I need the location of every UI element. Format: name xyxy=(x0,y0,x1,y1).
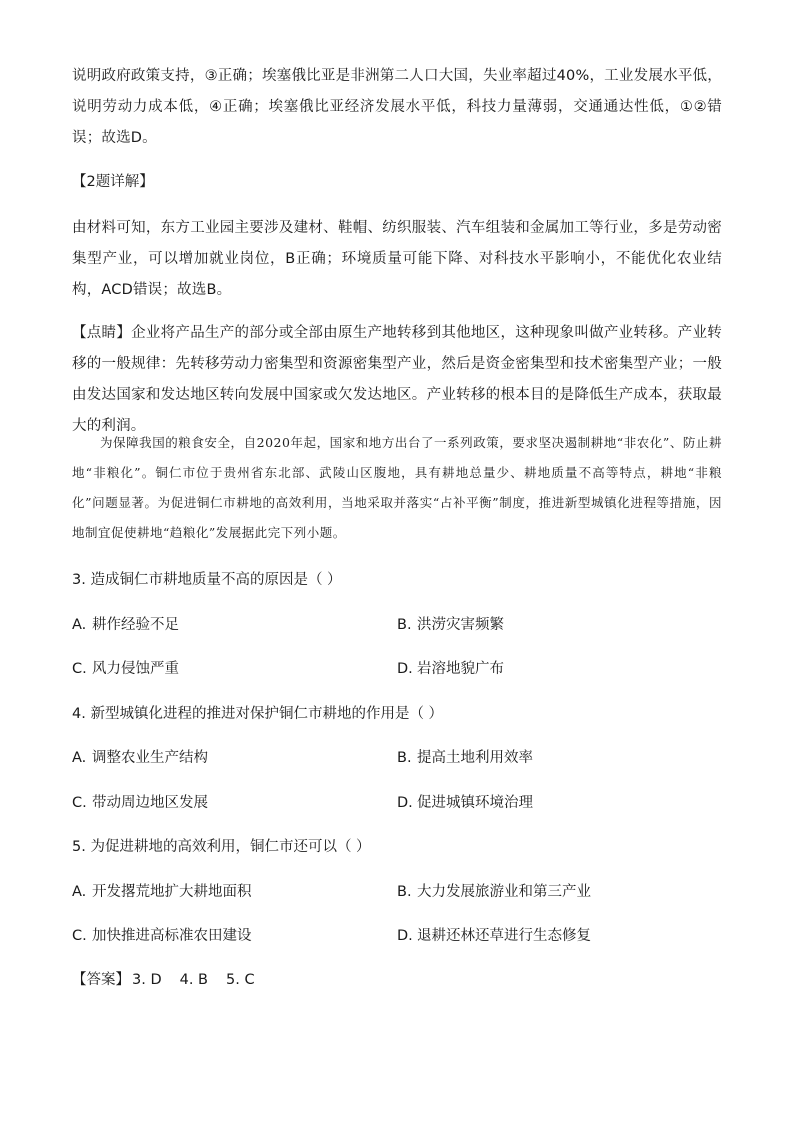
answer-line xyxy=(72,970,273,990)
question-4-option-a xyxy=(72,748,208,768)
option-letter: A. xyxy=(72,884,87,900)
key-point-note: 【点睛】企业将产品生产的部分或全部由原生产地转移到其他地区，这种现象叫做产业转移。产业转移的一般规律：先转移劳动力密集型和资源密集型产业，然后是资金密集型和技术密集型产业；一般由发达国家和发达地区转向发展中国家或欠发达地区。产业转移的根本目的是降低生产成本，获取最大的利润。 xyxy=(72,325,722,434)
answer-item: 5. C xyxy=(226,972,255,988)
question-3-option-d xyxy=(397,659,504,679)
option-letter: D. xyxy=(397,795,413,811)
option-letter: A. xyxy=(72,750,87,766)
option-text: 带动周边地区发展 xyxy=(92,795,208,811)
option-text: 开发撂荒地扩大耕地面积 xyxy=(92,884,252,900)
question-5-option-a xyxy=(72,882,252,902)
option-text: 提高土地利用效率 xyxy=(417,750,533,766)
question-4-stem: 4. 新型城镇化进程的推进对保护铜仁市耕地的作用是（ ） xyxy=(72,706,444,722)
option-letter: C. xyxy=(72,795,87,811)
answer-label: 【答案】 xyxy=(72,972,130,988)
option-text: 调整农业生产结构 xyxy=(92,750,208,766)
option-text: 洪涝灾害频繁 xyxy=(417,617,504,633)
option-letter: B. xyxy=(397,617,412,633)
option-letter: B. xyxy=(397,884,412,900)
option-text: 促进城镇环境治理 xyxy=(417,795,533,811)
question-3-stem: 3. 造成铜仁市耕地质量不高的原因是（ ） xyxy=(72,572,342,588)
option-letter: C. xyxy=(72,661,87,677)
question-5-option-b xyxy=(397,882,591,902)
option-letter: B. xyxy=(397,750,412,766)
question-5-stem: 5. 为促进耕地的高效利用，铜仁市还可以（ ） xyxy=(72,839,371,855)
analysis-paragraph-2: 由材料可知，东方工业园主要涉及建材、鞋帽、纺织服装、汽车组装和金属加工等行业，多是劳动密集型产业，可以增加就业岗位，B正确；环境质量可能下降、对科技水平影响小，不能优化农业结构，ACD错误；故选B。 xyxy=(72,220,722,298)
option-text: 耕作经验不足 xyxy=(92,617,179,633)
option-text: 大力发展旅游业和第三产业 xyxy=(417,884,591,900)
option-text: 岩溶地貌广布 xyxy=(417,661,504,677)
question-3-option-c xyxy=(72,659,179,679)
question-4-option-b xyxy=(397,748,533,768)
option-letter: D. xyxy=(397,928,413,944)
question-3-option-b xyxy=(397,615,504,635)
analysis-paragraph-1: 说明政府政策支持，③正确；埃塞俄比亚是非洲第二人口大国，失业率超过40%，工业发展水平低，说明劳动力成本低，④正确；埃塞俄比亚经济发展水平低，科技力量薄弱，交通通达性低，①②错误；故选D。 xyxy=(72,68,722,146)
reading-material: 为保障我国的粮食安全，自2020年起，国家和地方出台了一系列政策，要求坚决遏制耕地“非农化”、防止耕地“非粮化”。铜仁市位于贵州省东北部、武陵山区腹地，具有耕地总量少、耕地质量不高等特点，耕地“非粮化”问题显著。为促进铜仁市耕地的高效利用，当地采取并落实“占补平衡”制度，推进新型城镇化进程等措施，因地制宜促使耕地“趋粮化”发展据此完下列小题。 xyxy=(72,435,722,540)
option-letter: D. xyxy=(397,661,413,677)
question-3-option-a xyxy=(72,615,179,635)
question-4-option-c xyxy=(72,793,208,813)
q2-detail-heading: 【2题详解】 xyxy=(72,174,154,190)
option-letter: C. xyxy=(72,928,87,944)
option-text: 退耕还林还草进行生态修复 xyxy=(417,928,591,944)
option-text: 风力侵蚀严重 xyxy=(92,661,179,677)
question-4-option-d xyxy=(397,793,533,813)
answer-item: 4. B xyxy=(179,972,209,988)
answer-item: 3. D xyxy=(132,972,162,988)
option-letter: A. xyxy=(72,617,87,633)
option-text: 加快推进高标准农田建设 xyxy=(92,928,252,944)
question-5-option-d xyxy=(397,926,591,946)
question-5-option-c xyxy=(72,926,252,946)
